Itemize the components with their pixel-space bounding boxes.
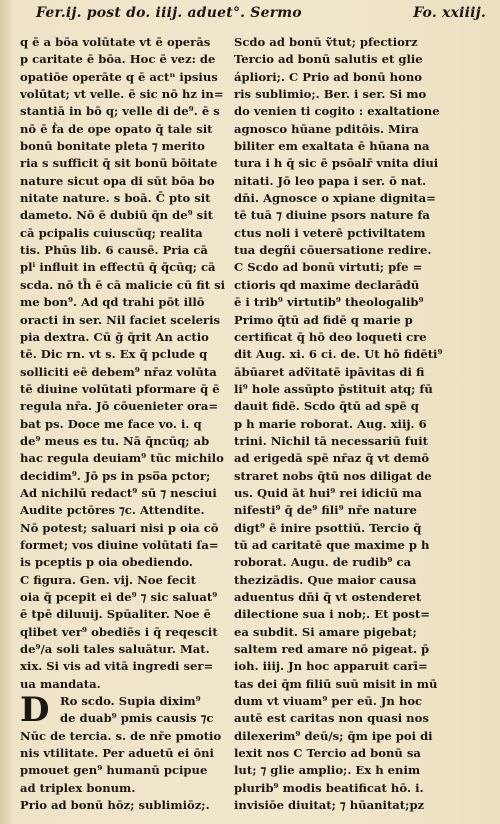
text-line: bonū bonitate pleta ⁊ merito: [20, 139, 205, 154]
text-line: solliciti eē debem⁹ nr̄az volūta: [20, 364, 217, 379]
text-line: dum vt viuam⁹ per eū. Jn hoc: [234, 694, 423, 709]
text-line: us. Quid āt hui⁹ rei idiciū ma: [234, 485, 422, 500]
folio-number: Fo. xxiiij.: [413, 5, 486, 21]
text-line: ē i trib⁹ virtutib⁹ theologalib⁹: [234, 295, 424, 310]
text-line: stantiā in bō q; velle di de⁹. ē s: [20, 104, 220, 119]
text-line: straret nobs q̄tū nos diligat de: [234, 468, 432, 483]
text-line: Primo q̄tū ad fidē q marie p: [234, 312, 413, 327]
text-line: regula nr̄a. Jō cōuenieter ora=: [20, 399, 219, 414]
text-line: ioh. iiij. Jn hoc apparuit carī=: [234, 659, 428, 674]
text-line: opatiōe operāte q ē actⁿ ipsius: [20, 69, 218, 84]
text-line: oracti in ser. Nil faciet sceleris: [20, 312, 221, 327]
text-line: tua degñi cōuersatione redire.: [234, 243, 432, 258]
text-line: pia dextra. Cū ḡ q̄rit An actio: [20, 329, 209, 344]
text-line: oia q̄ pcepit ei de⁹ ⁊ sic saluat⁹: [20, 590, 218, 604]
text-line: Nō potest; saluari nisi p oia cō: [20, 520, 219, 535]
text-line: xix. Si vis ad vitā ingredi ser=: [20, 659, 214, 674]
text-line: trini. Nichil tā necessariū fuit: [234, 433, 428, 448]
text-line: scda. nō th̄ ē cā malicie cū fit si: [20, 277, 226, 292]
text-line: plurib⁹ modis beatificat hō. i.: [234, 780, 424, 795]
text-line: li⁹ hole assūpto p̄stituit atq; fū: [234, 381, 433, 396]
text-line: tis. Phūs lib. 6 causē. Pria cā: [20, 243, 208, 258]
running-title: Fer.ij. post do. iiij. aduet°. Sermo: [36, 5, 302, 21]
text-line: volūtat; vt velle. ē sic nō hz in=: [20, 87, 224, 102]
text-line: lexit nos C Tercio ad bonū sa: [234, 746, 421, 761]
text-line: ad triplex bonum.: [20, 780, 136, 795]
text-line: thezizādis. Que maior causa: [234, 572, 417, 587]
text-line: p h marie roborat. Aug. xiij. 6: [234, 416, 427, 431]
text-line: ua mandata.: [20, 676, 101, 691]
text-line: certificat q̄ hō deo loqueti cre: [234, 329, 427, 344]
text-line: pmouet gen⁹ humanū pcipue: [20, 763, 208, 778]
text-line: ria s sufficit q̄ sit bonū bōitate: [20, 156, 218, 171]
text-line: ctioris qd maxime declarādū: [234, 277, 420, 292]
text-line: nō ē ḟa de ope opato q̄ tale sit: [20, 121, 213, 136]
text-line: is pceptis p oia obediendo.: [20, 555, 193, 570]
text-line: formet; vos diuine volūtati ſa=: [20, 537, 219, 552]
text-line: nitati. Jō leo papa i ser. ō nat.: [234, 173, 427, 188]
text-line: Nūc de tercia. s. de nr̄e pmotio: [20, 728, 222, 743]
text-line: Audite pctōres ⁊c. Attendite.: [20, 503, 205, 518]
text-line: bat ps. Doce me face vo. i. q: [20, 416, 202, 431]
text-line: dn̄i. Agnosce o xpiane dignita=: [234, 191, 436, 206]
text-line: Prio ad bonū hōz; sublimiōz;.: [20, 798, 210, 813]
text-line: do venien ti cogito : exaltatione: [234, 104, 440, 119]
text-line: tū ad caritatē que maxime p h: [234, 537, 430, 552]
page-header: [14, 4, 492, 26]
text-line: ris sublimio;. Ber. i ser. Si mo: [234, 87, 427, 102]
drop-capital: D: [20, 690, 50, 731]
text-line: ea subdit. Si amare pigebat;: [234, 624, 417, 639]
text-line: C Scdo ad bonū virtuti; pfe =: [234, 260, 423, 275]
text-line: Ad nichilū redact⁹ sū ⁊ nesciui: [20, 485, 217, 500]
text-line: C figura. Gen. vij. Noe fecit: [20, 572, 197, 587]
text-line: Tercio ad bonū salutis et glie: [234, 52, 423, 67]
text-line: tē diuine volūtati pformare q̄ ē: [20, 381, 220, 396]
text-line: qlibet ver⁹ obediēs i q̄ reqescit: [20, 624, 218, 639]
text-line: dit Aug. xi. 6 ci. de. Ut hō fidēti⁹: [234, 347, 443, 362]
text-line: nitate nature. s boā. C̄ pto sit: [20, 191, 211, 206]
text-line: roborat. Augu. de rudib⁹ ca: [234, 555, 412, 570]
text-line: ad erigedā spē nr̄az q̄ vt demō: [234, 451, 430, 466]
initial-paragraph-block: [20, 690, 228, 731]
text-line: digt⁹ ē inire psottiū. Tercio q̄: [234, 520, 422, 535]
text-line: tura i h q̄ sic ē psōalr̄ vnita diui: [234, 156, 439, 171]
text-line: de⁹ meus es tu. Nā q̄ncūq; ab: [20, 433, 210, 448]
text-line: nifesti⁹ q̄ de⁹ fili⁹ nr̄e nature: [234, 503, 417, 518]
text-line: ctus noli i veterē pctiviltatem: [234, 225, 426, 240]
text-line: decidim⁹. Jō ps in pso̅a pctor;: [20, 468, 211, 483]
text-line: tē tuā ⁊ diuine psors nature fa: [234, 208, 430, 223]
left-text-column: [20, 34, 228, 814]
text-line: Ro scdo. Supia dixim⁹: [60, 694, 201, 709]
text-line: tas dei q̄m filiū suū misit in mū: [234, 676, 438, 691]
text-line: nature sicut opa di sūt bōa bo: [20, 173, 215, 188]
text-line: nis vtilitate. Per aduetū ei ōni: [20, 746, 214, 761]
text-line: invisiōe diuitat; ⁊ hūanitat;pz: [234, 798, 425, 813]
text-line: ápliori;. C Prio ad bonū hono: [234, 69, 423, 84]
text-line: ābūaret adṽitatē ipāvitas di fi: [234, 364, 425, 379]
text-line: ē tpē diluuij. Spūaliter. Noe ē: [20, 607, 211, 622]
text-line: aduentus dn̄i q̄ vt ostenderet: [234, 590, 422, 604]
text-line: de⁹/a soli tales saluātur. Mat.: [20, 642, 210, 657]
right-text-column: [234, 34, 494, 814]
text-line: dameto. Nō ē dubiū q̄n de⁹ sit: [20, 208, 213, 223]
text-line: me bon⁹. Ad qd trahi pōt illō: [20, 295, 205, 310]
text-line: p caritate ē bōa. Hoc ē vez: de: [20, 52, 216, 67]
text-line: de duab⁹ pmis causis ⁊c: [60, 711, 214, 726]
text-line: agnosco hūane pditōis. Mira: [234, 121, 419, 136]
text-line: lut; ⁊ glie amplio;. Ex h enim: [234, 763, 421, 778]
text-line: dilexerim⁹ deū/s; q̄m ipe poi di: [234, 728, 433, 743]
text-line: plⁱ influit in effectū q̄ q̄cūq; cā: [20, 260, 216, 275]
text-line: hac regula deuiam⁹ tūc michilo: [20, 451, 224, 466]
text-line: biliter em exaltata ē hūana na: [234, 139, 430, 154]
text-line: dilectione sua i nob;. Et post=: [234, 607, 430, 622]
text-line: tē. Dic rn. vt s. Ex q̄ pclude q: [20, 347, 208, 362]
text-line: Scdo ad bonū ṽtut; pfectiorz: [234, 35, 418, 49]
text-line: autē est caritas non quasi nos: [234, 711, 429, 726]
text-line: cā pcipalis cuiuscūq; realita: [20, 225, 203, 240]
text-line: q ē a bōa volūtate vt ē operās: [20, 35, 211, 49]
text-line: saltem red amare nō pigeat. p̄: [234, 642, 430, 657]
text-line: dauit fidē. Scdo q̄tū ad spē q: [234, 399, 419, 414]
